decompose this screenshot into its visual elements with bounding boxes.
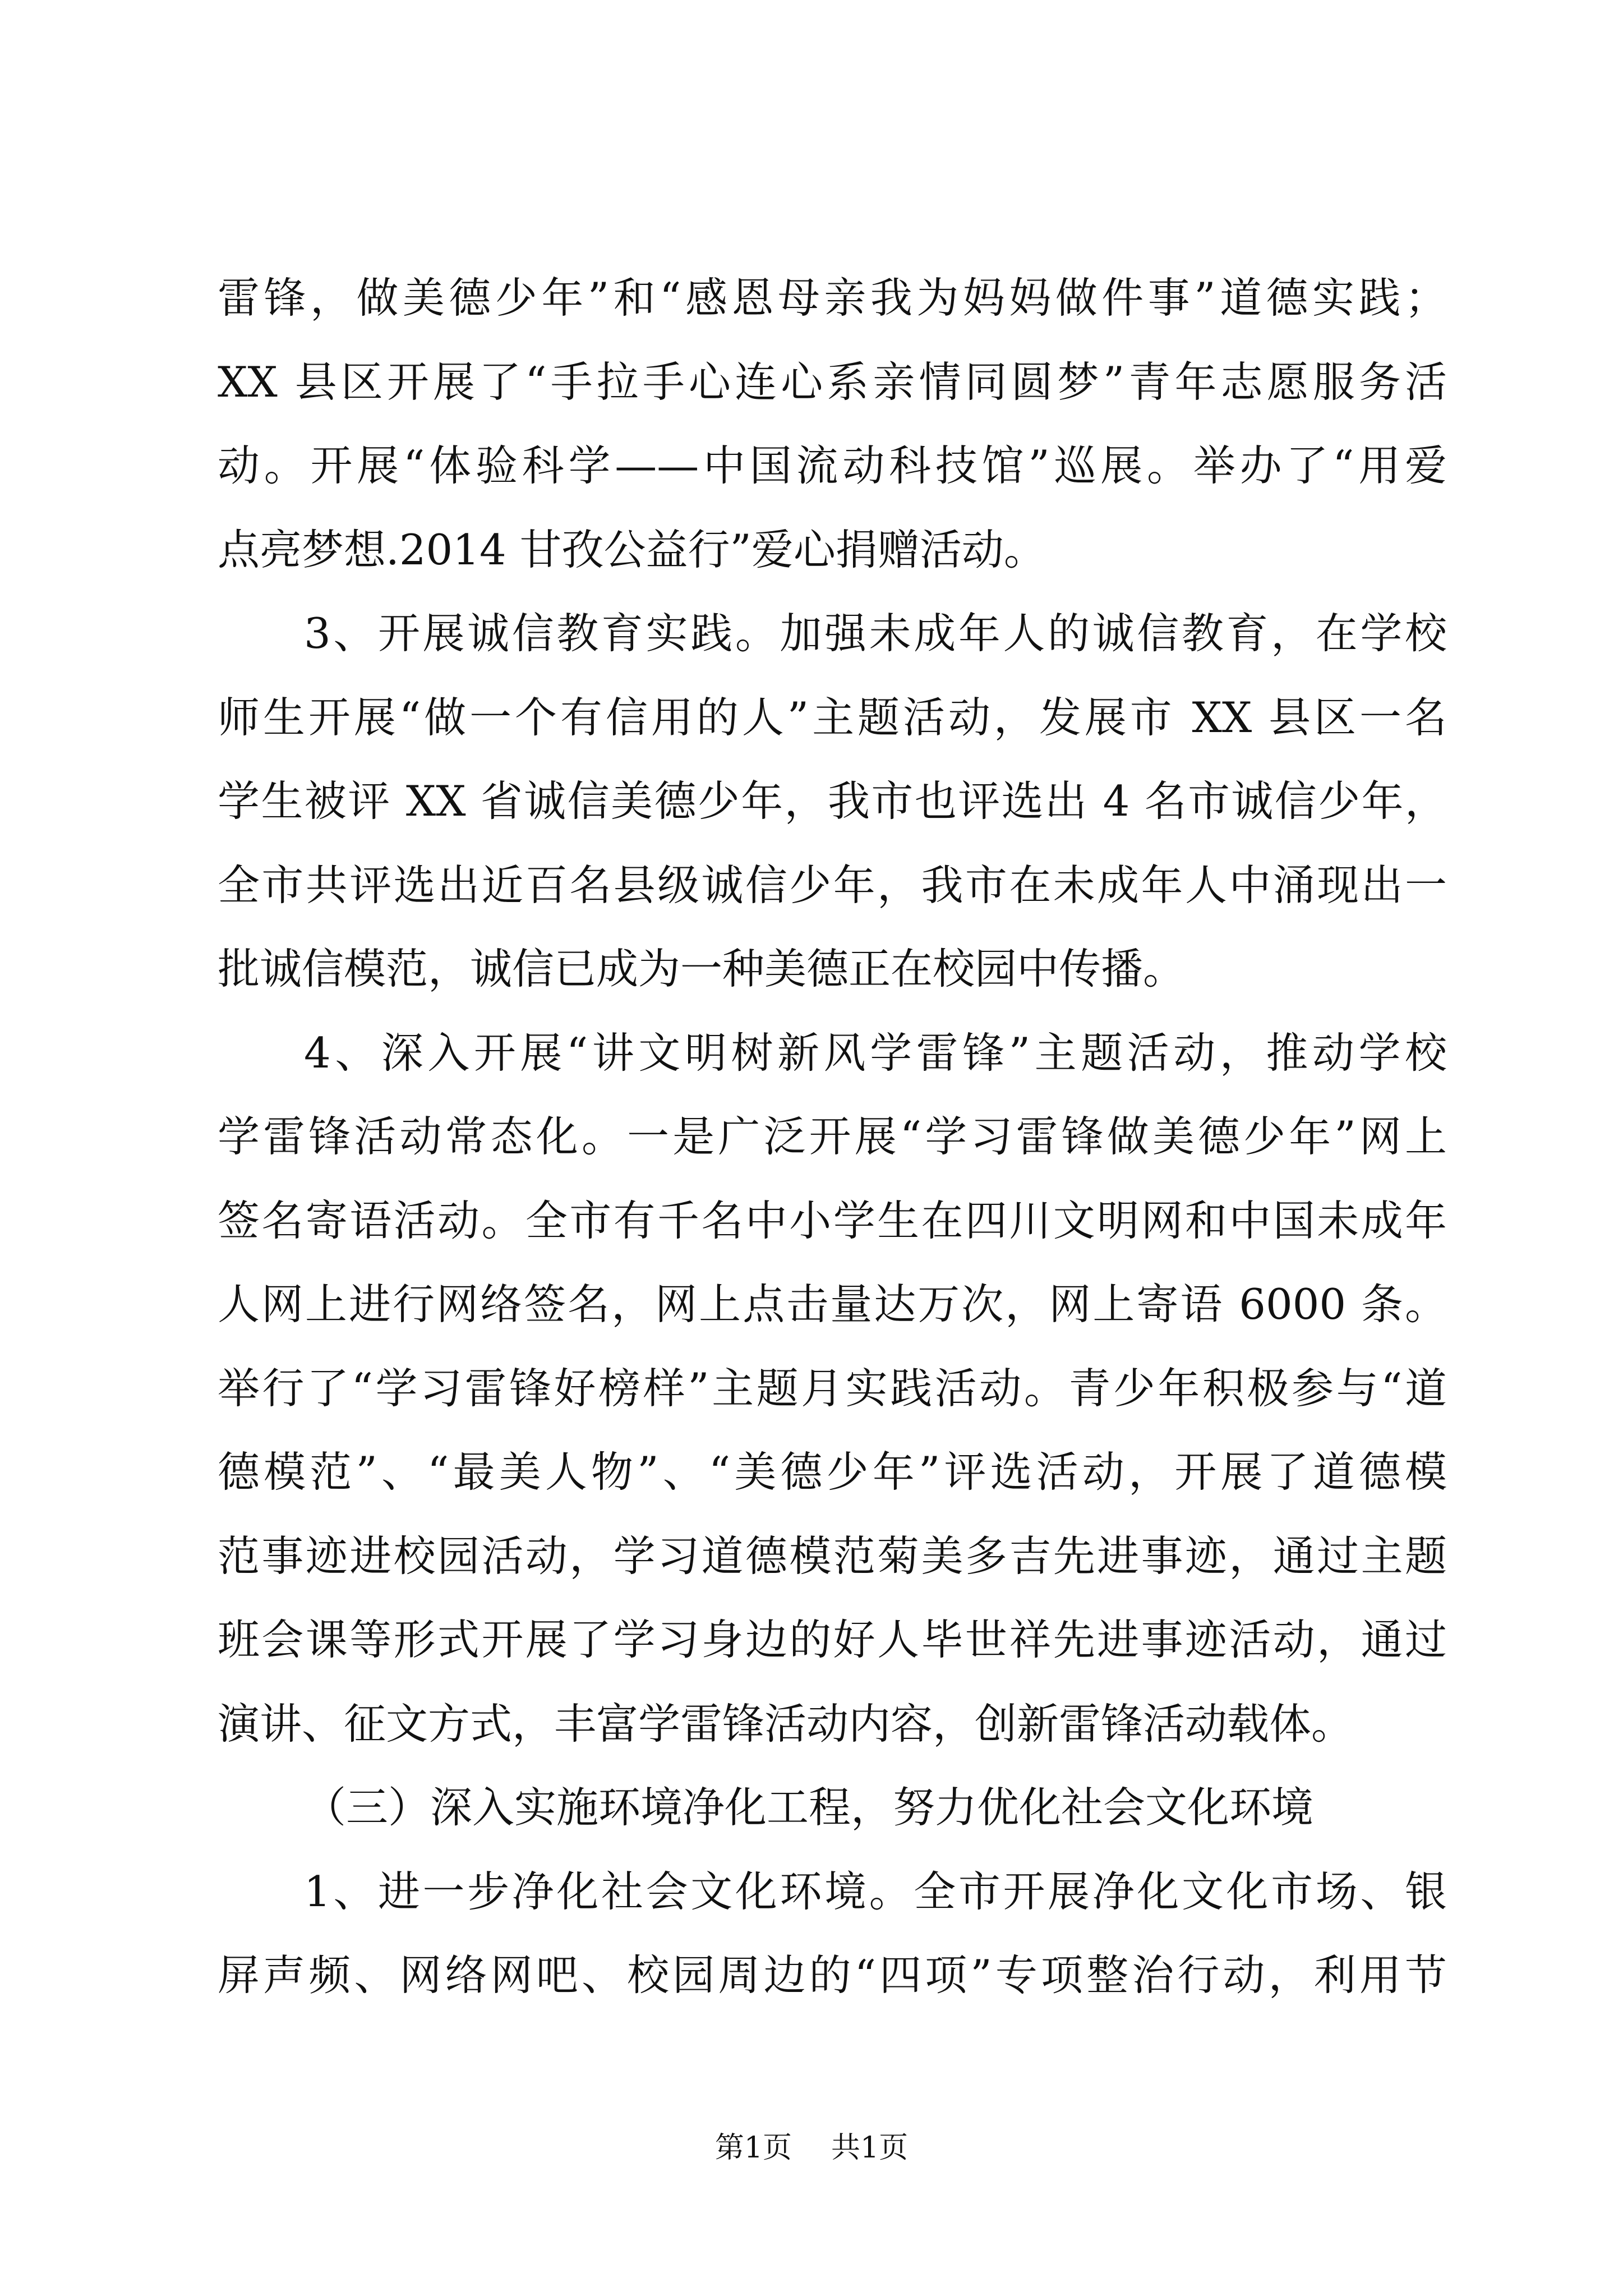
document-body xyxy=(218,256,1447,2018)
paragraph-line: 雷锋，做美德少年”和“感恩母亲我为妈妈做件事”道德实践； xyxy=(218,273,1447,323)
paragraph-line: 师生开展“做一个有信用的人”主题活动，发展市 XX 县区一名 xyxy=(218,692,1447,742)
paragraph-line: 德模范”、“最美人物”、“美德少年”评选活动，开展了道德模 xyxy=(218,1447,1447,1497)
paragraph xyxy=(218,256,1447,592)
paragraph-line: 屏声频、网络网吧、校园周边的“四项”专项整治行动，利用节 xyxy=(218,1950,1447,2000)
section-heading-line: （三）深入实施环境净化工程，努力优化社会文化环境 xyxy=(304,1783,1314,1832)
paragraph-line: 演讲、征文方式，丰富学雷锋活动内容，创新雷锋活动载体。 xyxy=(218,1699,1354,1749)
paragraph-line: 3、开展诚信教育实践。加强未成年人的诚信教育，在学校 xyxy=(304,609,1447,658)
paragraph-line: XX 县区开展了“手拉手心连心系亲情同圆梦”青年志愿服务活 xyxy=(218,357,1447,407)
paragraph-line: 4、深入开展“讲文明树新风学雷锋”主题活动，推动学校 xyxy=(304,1028,1447,1078)
paragraph-line: 全市共评选出近百名县级诚信少年，我市在未成年人中涌现出一 xyxy=(218,860,1447,910)
paragraph-line: 班会课等形式开展了学习身边的好人毕世祥先进事迹活动，通过 xyxy=(218,1615,1447,1664)
paragraph-line: 点亮梦想.2014 甘孜公益行”爱心捐赠活动。 xyxy=(218,524,1046,574)
paragraph-line: 学雷锋活动常态化。一是广泛开展“学习雷锋做美德少年”网上 xyxy=(218,1112,1447,1161)
paragraph xyxy=(218,1850,1447,2018)
paragraph xyxy=(218,1011,1447,1766)
paragraph-line: 动。开展“体验科学——中国流动科技馆”巡展。举办了“用爱 xyxy=(218,441,1447,490)
paragraph-line: 人网上进行网络签名，网上点击量达万次，网上寄语 6000 条。 xyxy=(218,1280,1447,1329)
paragraph-line: 签名寄语活动。全市有千名中小学生在四川文明网和中国未成年 xyxy=(218,1195,1447,1245)
section-heading xyxy=(218,1766,1447,1850)
paragraph-line: 学生被评 XX 省诚信美德少年，我市也评选出 4 名市诚信少年， xyxy=(218,776,1447,826)
page-footer xyxy=(0,2129,1623,2167)
paragraph-line: 举行了“学习雷锋好榜样”主题月实践活动。青少年积极参与“道 xyxy=(218,1363,1447,1413)
paragraph-line: 1、进一步净化社会文化环境。全市开展净化文化市场、银 xyxy=(304,1866,1447,1916)
paragraph-line: 批诚信模范，诚信已成为一种美德正在校园中传播。 xyxy=(218,944,1186,993)
page-number: 第1页 xyxy=(714,2131,792,2165)
paragraph-line: 范事迹进校园活动，学习道德模范菊美多吉先进事迹，通过主题 xyxy=(218,1531,1447,1581)
page-total: 共1页 xyxy=(831,2131,909,2165)
paragraph xyxy=(218,592,1447,1011)
